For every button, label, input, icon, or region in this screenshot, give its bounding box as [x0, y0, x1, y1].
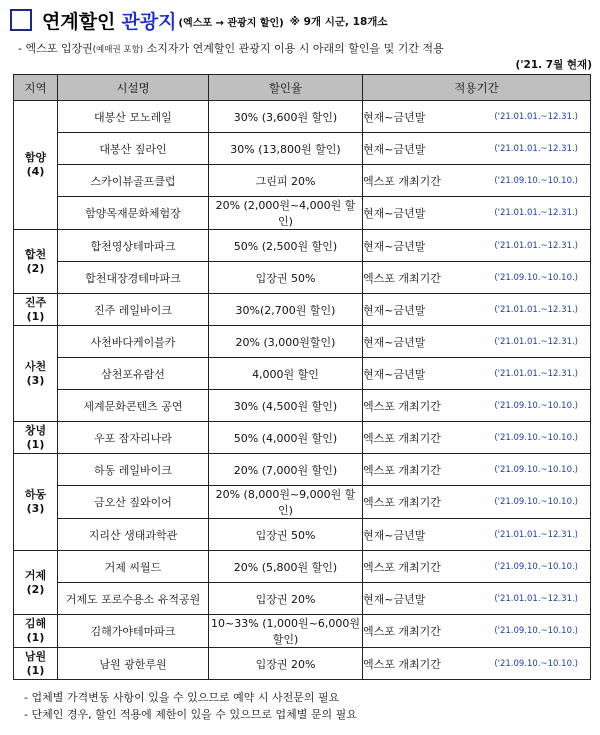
region-count: (1) — [26, 631, 45, 644]
period-wrap — [363, 109, 590, 125]
facility-cell: 거제도 포로수용소 유적공원 — [58, 583, 209, 615]
period-label: 현재~금년말 — [363, 142, 426, 156]
period-label: 엑스포 개최기간 — [363, 496, 441, 509]
table-row — [14, 165, 591, 197]
period-wrap — [363, 527, 590, 543]
intro-text — [18, 40, 444, 56]
table-row — [14, 358, 591, 390]
period-label: 엑스포 개최기간 — [363, 560, 441, 574]
facility-cell: 하동 레일바이크 — [58, 454, 209, 486]
facility-cell: 스카이뷰골프클럽 — [58, 165, 209, 197]
table-row — [14, 615, 591, 648]
region-name: 남원 — [24, 649, 47, 663]
region-cell — [14, 454, 58, 551]
region-cell — [14, 615, 58, 648]
discount-table — [13, 74, 591, 680]
facility-cell: 삼천포유람선 — [58, 358, 209, 390]
period-cell — [363, 326, 591, 358]
period-dates: ('21.09.10.~10.10.) — [494, 561, 578, 572]
table-row — [14, 326, 591, 358]
region-name: 거제 — [24, 568, 47, 582]
period-label: 엑스포 개최기간 — [363, 399, 441, 413]
table-row — [14, 390, 591, 422]
period-cell — [363, 551, 591, 583]
period-label: 엑스포 개최기간 — [363, 271, 441, 285]
period-cell — [363, 486, 591, 519]
table-row — [14, 422, 591, 454]
period-cell — [363, 262, 591, 294]
region-cell — [14, 551, 58, 615]
region-cell — [14, 101, 58, 230]
discount-cell: 입장권 50% — [209, 262, 363, 294]
discount-cell: 입장권 50% — [209, 519, 363, 551]
region-name: 하동 — [24, 488, 47, 501]
period-cell — [363, 133, 591, 165]
table-row — [14, 133, 591, 165]
discount-cell: 20% (8,000원~9,000원 할인) — [209, 486, 363, 519]
period-label: 현재~금년말 — [363, 592, 426, 606]
region-name: 김해 — [24, 617, 47, 630]
discount-cell: 30% (4,500원 할인) — [209, 390, 363, 422]
period-label: 현재~금년말 — [363, 303, 426, 317]
footer-note: - 업체별 가격변동 사항이 있을 수 있으므로 예약 시 사전문의 필요 — [24, 691, 340, 704]
table-body — [14, 101, 591, 680]
header-discount: 할인율 — [209, 75, 363, 101]
facility-cell: 대봉산 모노레일 — [58, 101, 209, 133]
region-count: (4) — [26, 165, 45, 178]
region-count: (3) — [26, 502, 45, 515]
period-label: 현재~금년말 — [363, 239, 426, 253]
table-row — [14, 262, 591, 294]
period-cell — [363, 519, 591, 551]
period-dates: ('21.01.01.~12.31.) — [494, 529, 578, 540]
period-wrap — [363, 656, 590, 672]
period-cell — [363, 197, 591, 230]
period-wrap — [363, 238, 590, 254]
intro-prefix: - 엑스포 입장권 — [18, 42, 93, 55]
page-title-sub: (엑스포 → 관광지 할인) — [178, 17, 284, 29]
period-dates: ('21.01.01.~12.31.) — [494, 143, 578, 154]
table-row — [14, 454, 591, 486]
period-cell — [363, 454, 591, 486]
discount-cell: 20% (5,800원 할인) — [209, 551, 363, 583]
facility-cell: 지리산 생태과학관 — [58, 519, 209, 551]
period-label: 현재~금년말 — [363, 528, 426, 542]
discount-cell: 30% (3,600원 할인) — [209, 101, 363, 133]
footer-note: - 단체인 경우, 할인 적용에 제한이 있을 수 있으므로 업체별 문의 필요 — [24, 708, 357, 721]
discount-cell: 20% (3,000원할인) — [209, 326, 363, 358]
period-wrap — [363, 494, 590, 510]
intro-small: (예매권 포함) — [92, 45, 144, 55]
facility-cell: 사천바다케이블카 — [58, 326, 209, 358]
period-label: 현재~금년말 — [363, 110, 426, 124]
period-cell — [363, 165, 591, 197]
region-cell — [14, 294, 58, 326]
period-label: 엑스포 개최기간 — [363, 625, 441, 638]
period-label: 엑스포 개최기간 — [363, 431, 441, 445]
period-wrap — [363, 591, 590, 607]
period-cell — [363, 390, 591, 422]
period-cell — [363, 648, 591, 680]
region-name: 함양 — [24, 151, 47, 164]
facility-cell: 진주 레일바이크 — [58, 294, 209, 326]
facility-cell: 우포 잠자리나라 — [58, 422, 209, 454]
facility-cell: 합천대장경테마파크 — [58, 262, 209, 294]
table-row — [14, 551, 591, 583]
region-cell — [14, 326, 58, 422]
title-row — [10, 6, 388, 34]
region-count: (1) — [26, 663, 45, 677]
facility-cell: 대봉산 짚라인 — [58, 133, 209, 165]
period-dates: ('21.01.01.~12.31.) — [494, 368, 578, 379]
period-label: 현재~금년말 — [363, 367, 426, 381]
discount-cell: 10~33% (1,000원~6,000원 할인) — [209, 615, 363, 648]
page-title: 연계할인 — [42, 10, 116, 33]
region-count: (3) — [26, 373, 45, 387]
period-label: 현재~금년말 — [363, 207, 426, 220]
page-title-note: ※ 9개 시군, 18개소 — [289, 15, 388, 28]
checkbox-square-icon — [10, 9, 32, 31]
region-cell — [14, 648, 58, 680]
period-wrap — [363, 302, 590, 318]
facility-cell: 남원 광한루원 — [58, 648, 209, 680]
period-wrap — [363, 398, 590, 414]
period-cell — [363, 615, 591, 648]
discount-cell: 4,000원 할인 — [209, 358, 363, 390]
period-wrap — [363, 173, 590, 189]
period-dates: ('21.09.10.~10.10.) — [494, 175, 578, 186]
period-cell — [363, 294, 591, 326]
region-name: 사천 — [24, 359, 47, 373]
table-header-row — [14, 75, 591, 101]
table-row — [14, 197, 591, 230]
facility-cell: 거제 씨월드 — [58, 551, 209, 583]
facility-cell: 합천영상테마파크 — [58, 230, 209, 262]
facility-cell: 함양목재문화체험장 — [58, 197, 209, 230]
region-name: 창녕 — [24, 423, 47, 437]
intro-rest: 소지자가 연계할인 관광지 이용 시 아래의 할인을 및 기간 적용 — [143, 42, 444, 55]
period-wrap — [363, 462, 590, 478]
discount-cell: 20% (7,000원 할인) — [209, 454, 363, 486]
period-dates: ('21.01.01.~12.31.) — [494, 240, 578, 251]
period-wrap — [363, 205, 590, 221]
period-cell — [363, 230, 591, 262]
period-dates: ('21.09.10.~10.10.) — [494, 432, 578, 443]
period-wrap — [363, 559, 590, 575]
period-dates: ('21.01.01.~12.31.) — [494, 304, 578, 315]
period-cell — [363, 583, 591, 615]
discount-cell: 30%(2,700원 할인) — [209, 294, 363, 326]
period-cell — [363, 358, 591, 390]
period-dates: ('21.09.10.~10.10.) — [494, 464, 578, 475]
period-dates: ('21.09.10.~10.10.) — [494, 400, 578, 411]
region-cell — [14, 230, 58, 294]
period-dates: ('21.09.10.~10.10.) — [494, 626, 578, 636]
period-cell — [363, 422, 591, 454]
discount-cell: 30% (13,800원 할인) — [209, 133, 363, 165]
header-facility: 시설명 — [58, 75, 209, 101]
period-label: 엑스포 개최기간 — [363, 463, 441, 477]
discount-cell: 50% (2,500원 할인) — [209, 230, 363, 262]
table-row — [14, 486, 591, 519]
table-row — [14, 519, 591, 551]
reference-date: ('21. 7월 현재) — [515, 59, 592, 71]
region-cell — [14, 422, 58, 454]
region-count: (2) — [26, 261, 45, 275]
region-count: (1) — [26, 309, 45, 323]
discount-cell: 입장권 20% — [209, 648, 363, 680]
region-name: 진주 — [24, 295, 47, 309]
period-dates: ('21.01.01.~12.31.) — [494, 336, 578, 347]
table-row — [14, 230, 591, 262]
table-row — [14, 648, 591, 680]
period-dates: ('21.09.10.~10.10.) — [494, 658, 578, 669]
facility-cell: 세계문화콘텐츠 공연 — [58, 390, 209, 422]
period-dates: ('21.09.10.~10.10.) — [494, 272, 578, 283]
table-row — [14, 294, 591, 326]
period-cell — [363, 101, 591, 133]
header-period: 적용기간 — [363, 75, 591, 101]
discount-cell: 50% (4,000원 할인) — [209, 422, 363, 454]
period-wrap — [363, 141, 590, 157]
period-label: 현재~금년말 — [363, 335, 426, 349]
discount-cell: 입장권 20% — [209, 583, 363, 615]
header-region: 지역 — [14, 75, 58, 101]
period-label: 엑스포 개최기간 — [363, 174, 441, 188]
region-count: (2) — [26, 582, 45, 596]
period-dates: ('21.09.10.~10.10.) — [494, 497, 578, 507]
facility-cell: 금오산 짚와이어 — [58, 486, 209, 519]
facility-cell: 김해가야테마파크 — [58, 615, 209, 648]
period-wrap — [363, 430, 590, 446]
period-dates: ('21.01.01.~12.31.) — [494, 593, 578, 604]
period-dates: ('21.01.01.~12.31.) — [494, 208, 578, 218]
table-row — [14, 583, 591, 615]
region-name: 합천 — [24, 247, 47, 261]
period-wrap — [363, 366, 590, 382]
page-title-accent: 관광지 — [121, 10, 177, 33]
discount-cell: 20% (2,000원~4,000원 할인) — [209, 197, 363, 230]
period-wrap — [363, 270, 590, 286]
discount-cell: 그린피 20% — [209, 165, 363, 197]
period-dates: ('21.01.01.~12.31.) — [494, 111, 578, 122]
region-count: (1) — [26, 437, 45, 451]
period-label: 엑스포 개최기간 — [363, 657, 441, 671]
period-wrap — [363, 623, 590, 639]
table-row — [14, 101, 591, 133]
period-wrap — [363, 334, 590, 350]
